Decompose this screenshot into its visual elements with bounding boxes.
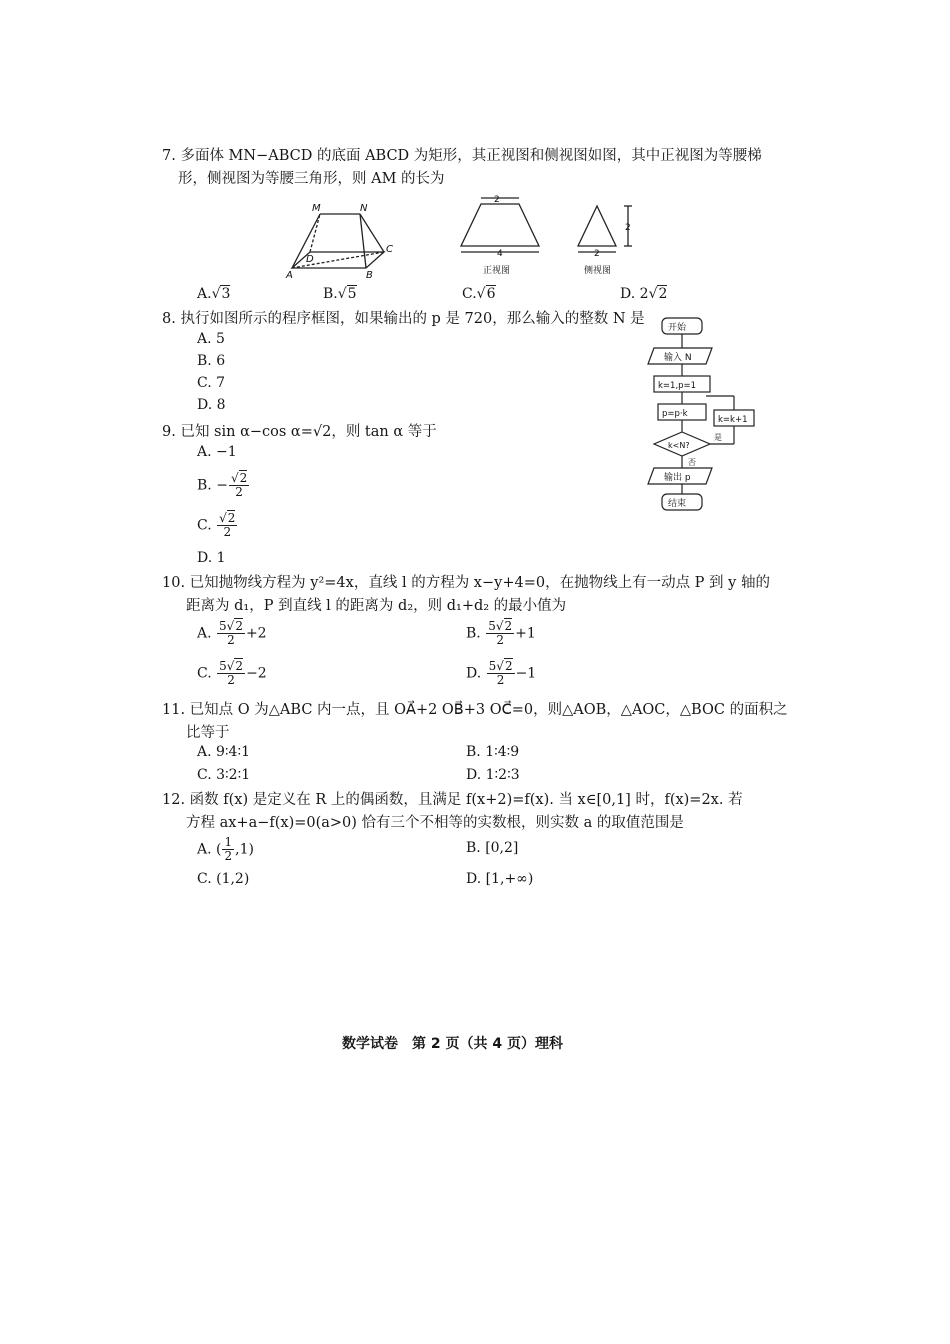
- q11-option-a: A. 9∶4∶1: [197, 744, 251, 760]
- q10-option-c: C. $\frac{5√2}{2}$ −2: [197, 659, 267, 687]
- flow-process: p=p·k: [662, 409, 688, 419]
- question-9-text: 9. 已知 sin α−cos α=√2，则 tan α 等于: [162, 424, 437, 440]
- flow-no-label: 否: [688, 458, 696, 467]
- q8-option-a: A. 5: [197, 331, 225, 347]
- flow-input: 输入 N: [664, 353, 692, 363]
- flow-yes-label: 是: [714, 433, 722, 442]
- side-bottom-dim: 2: [594, 249, 600, 259]
- label-D: D: [306, 254, 314, 265]
- flow-init: k=1,p=1: [658, 381, 697, 391]
- question-12-line-1: 12. 函数 f(x) 是定义在 R 上的偶函数，且满足 f(x+2)=f(x). 当 x∈[0,1] 时，f(x)=2x. 若: [162, 792, 743, 808]
- question-10-line-2: 距离为 d₁，P 到直线 l 的距离为 d₂，则 d₁+d₂ 的最小值为: [186, 598, 567, 614]
- q10-option-a: A. $\frac{5√2}{2}$ +2: [197, 619, 267, 647]
- question-7-line-2: 形，侧视图为等腰三角形，则 AM 的长为: [178, 171, 445, 187]
- question-12-line-2: 方程 ax+a−f(x)=0(a>0) 恰有三个不相等的实数根，则实数 a 的取值范围是: [186, 815, 684, 831]
- q7-option-c: C.√6: [462, 286, 496, 302]
- label-N: N: [360, 203, 368, 214]
- question-7-line-1: 7. 多面体 MN−ABCD 的底面 ABCD 为矩形，其正视图和侧视图如图，其中正视图为等腰梯: [162, 148, 762, 164]
- q9-option-d: D. 1: [197, 550, 226, 566]
- label-M: M: [312, 203, 321, 214]
- flow-condition: k<N?: [668, 441, 690, 450]
- label-B: B: [366, 270, 373, 280]
- q12-option-c: C. (1,2): [197, 871, 250, 887]
- q12-option-b: B. [0,2]: [466, 840, 519, 856]
- q11-option-b: B. 1∶4∶9: [466, 744, 520, 760]
- front-top-dim: 2: [494, 195, 500, 205]
- page-footer: 数学试卷 第 2 页（共 4 页）理科: [342, 1036, 563, 1052]
- q10-option-d: D. $\frac{5√2}{2}$ −1: [466, 659, 537, 687]
- q10-option-b: B. $\frac{5√2}{2}$ +1: [466, 619, 536, 647]
- q12-option-d: D. [1,+∞): [466, 871, 534, 887]
- q9-option-c: C. $\frac{√2}{2}$: [197, 511, 236, 539]
- q11-option-d: D. 1∶2∶3: [466, 767, 520, 783]
- q9-option-b: B. − $\frac{√2}{2}$: [197, 471, 248, 499]
- question-11-line-2: 比等于: [186, 725, 230, 741]
- side-view-caption: 侧视图: [584, 266, 612, 276]
- question-10-line-1: 10. 已知抛物线方程为 y²=4x，直线 l 的方程为 x−y+4=0，在抛物线上有一动点 P 到 y 轴的: [162, 575, 770, 591]
- front-view-figure: [455, 192, 547, 282]
- side-height-dim: 2: [625, 223, 631, 233]
- q8-option-d: D. 8: [197, 397, 226, 413]
- flow-start: 开始: [668, 323, 687, 333]
- q11-option-c: C. 3∶2∶1: [197, 767, 251, 783]
- question-11-line-1: 11. 已知点 O 为△ABC 内一点，且 OA⃗+2 OB⃗+3 OC⃗=0，则△AOB，△AOC，△BOC 的面积之: [162, 702, 788, 718]
- q12-option-a: A. ( $\frac{1}{2}$ ,1): [197, 835, 254, 863]
- front-bottom-dim: 4: [497, 249, 503, 259]
- q7-option-d: D. 2√2: [620, 286, 668, 302]
- flow-end: 结束: [668, 499, 687, 509]
- flowchart: [640, 312, 760, 520]
- q7-option-b: B.√5: [323, 286, 357, 302]
- flow-output: 输出 p: [664, 473, 691, 483]
- polyhedron-figure: [280, 200, 400, 280]
- side-view-figure: [572, 198, 644, 282]
- q9-option-a: A. −1: [197, 444, 237, 460]
- q8-option-b: B. 6: [197, 353, 226, 369]
- flow-increment: k=k+1: [718, 415, 748, 425]
- label-C: C: [386, 244, 393, 255]
- label-A: A: [286, 270, 293, 280]
- question-8-text: 8. 执行如图所示的程序框图，如果输出的 p 是 720，那么输入的整数 N 是: [162, 311, 645, 327]
- q7-option-a: A.√3: [197, 286, 231, 302]
- q8-option-c: C. 7: [197, 375, 226, 391]
- front-view-caption: 正视图: [483, 266, 511, 276]
